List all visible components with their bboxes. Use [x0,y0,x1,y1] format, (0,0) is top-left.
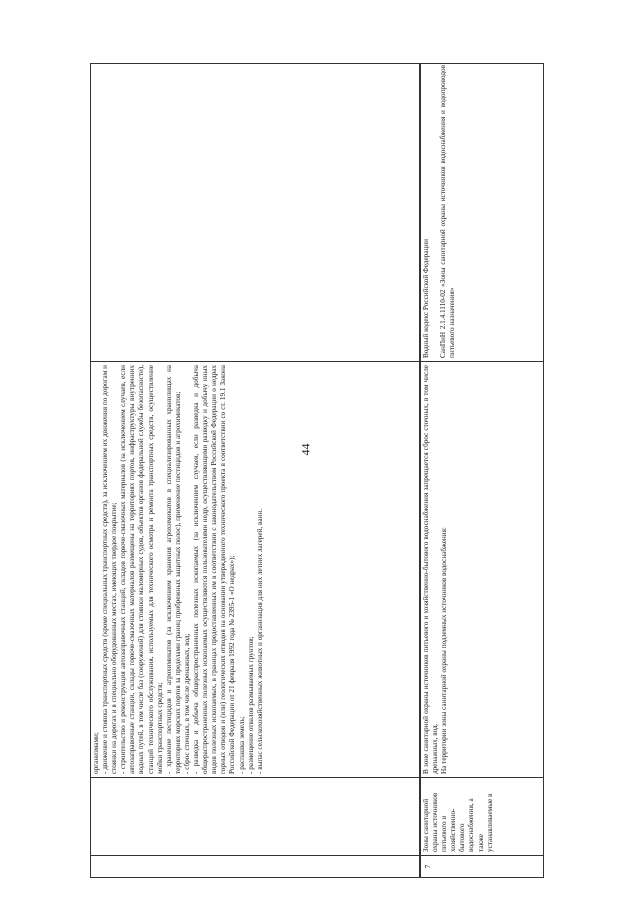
restriction-line: - размещение отвалов размываемых грунтов; [246,636,255,774]
row-number: 7 [423,864,432,869]
legal-basis-line: Водный кодекс Российской Федерации [422,239,430,358]
number-cell [421,855,543,877]
table-row [90,63,420,878]
restriction-line: В зоне санитарной охраны источников питьевого и хозяйственно-бытового водоснабжения запрещается сброс сточных, в том числе дренажных, вод. [422,365,440,774]
zone-name-cell [91,777,419,855]
zone-name: Зоны санитарной охраны источников питьевого и хозяйственно-бытового водоснабжения, а также устанавливаемые в [422,792,494,852]
restriction-line: - выпас сельскохозяйственных животных и организация для них летних лагерей, ванн. [255,509,264,774]
number-cell [91,855,419,877]
restriction-line: - строительство и реконструкция автозаправочных станций, складов горюче-смазочных материалов (за исключением случаев, если автозаправочные станции, склады горюче-смазочных материалов размещены на территориях портов, инфраструктуры внутренних водных путей, в том числе баз (сооружений) для стоянки маломерных судов, объектов органов федеральной службы безопасности), станций технического обслуживания, используемых для технического осмотра и ремонта транспортных средств, осуществление мойки транспортных средств; [119,365,164,774]
legal-basis-cell [91,62,419,361]
restriction-line: - хранение пестицидов и агрохимикатов (за исключением хранения агрохимикатов в специализированных хранилищах на территориях морских портов за пределами границ прибрежных защитных полос), применение пестицидов и агрохимикатов; [164,365,182,774]
restriction-line: На территории зоны санитарной охраны подземных источников водоснабжения: [440,527,449,774]
zone-name-cell [421,777,543,855]
legal-basis-cell [421,62,543,361]
restrictions-cell [421,361,543,777]
restriction-line: - распашка земель; [237,716,246,774]
table-row [420,63,544,878]
restriction-line: - сброс сточных, в том числе дренажных, вод; [182,633,191,774]
restriction-line: организмами; [92,732,100,774]
restriction-line: - разведка и добыча общераспространенных полезных ископаемых (за исключением случаев, если разведка и добыча общераспространенных полезных ископаемых осуществляются пользователями недр, осуществляющими разведку и добычу иных видов полезных ископаемых, в границах предоставленных им в соответствии с законодательством Российской Федерации о недрах горных отводов и (или) геологических отводов на основании утвержденного технического проекта в соответствии со ст. 19.1 Закона Российской Федерации от 21 февраля 1992 года № 2395-1 «О недрах»); [192,365,237,774]
rotated-table [90,63,556,878]
page-number: 44 [298,443,313,456]
legal-basis-line: СанПиН 2.1.4.1110-02 «Зоны санитарной охраны источников водоснабжения и водопроводов питьевого назначения» [439,65,457,358]
restriction-line: - движение и стоянка транспортных средств (кроме специальных транспортных средств), за исключением их движения по дорогам и стоянки на дорогах и в специально оборудованных местах, имеющих твердое покрытие; [101,365,119,774]
restrictions-cell [91,361,419,777]
